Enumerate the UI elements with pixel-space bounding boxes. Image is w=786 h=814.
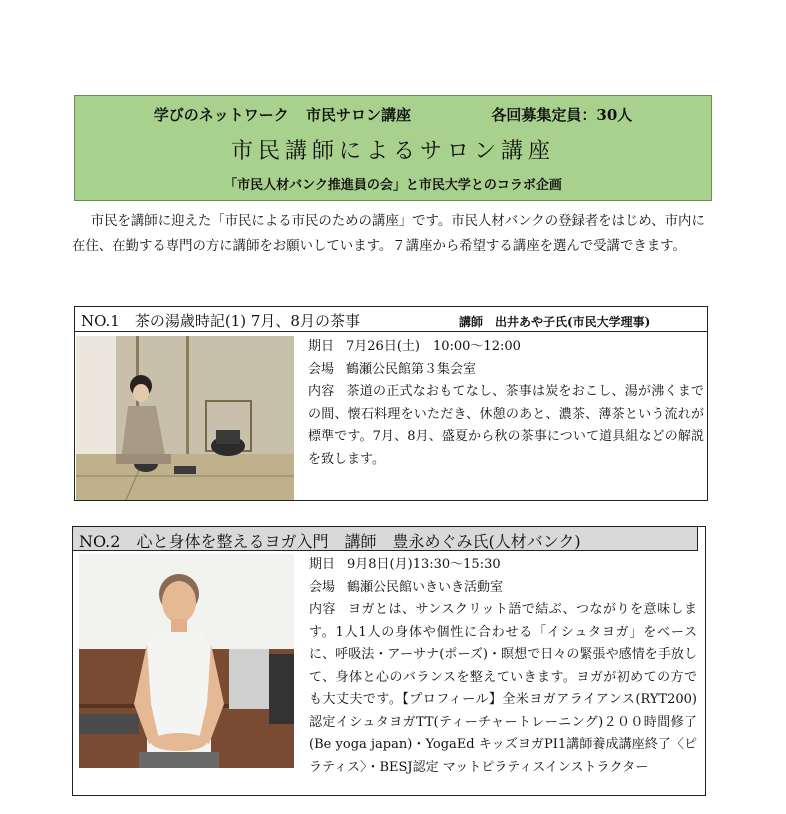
course-details <box>308 336 704 471</box>
page-title: 市民講師によるサロン講座 <box>230 139 555 164</box>
course-content: 茶道の正式なおもてなし、茶事は炭をおこし、湯が沸くまでの間、懐石料理をいただき、休憩のあと、濃茶、薄茶という流れが標準です。7月、8月、盛夏から秋の茶事について道具組などの解説を致します。 <box>308 384 704 467</box>
course-card-2 <box>72 526 706 796</box>
course-venue-row <box>309 577 697 600</box>
course-lecturer: 講師 出井あや子氏(市民大学理事) <box>459 315 651 329</box>
program-name: 市民サロン講座 <box>305 106 411 124</box>
content-label: 内容 <box>309 602 336 617</box>
intro-paragraph: 市民を講師に迎えた「市民による市民のための講座」です。市民人材バンクの登録者をはじめ、市内に在住、在勤する専門の方に講師をお願いしています。７講座から希望する講座を選んで受講できます。 <box>72 214 705 254</box>
course-title: NO.2 心と身体を整えるヨガ入門 講師 豊永めぐみ氏(人材バンク) <box>79 532 581 551</box>
course-date-row <box>309 554 697 577</box>
series-name: 学びのネットワーク <box>153 106 289 124</box>
intro-text <box>72 210 716 259</box>
capacity-text: 各回募集定員：30人 <box>491 106 633 124</box>
course-title: NO.1 茶の湯歳時記(1) 7月、8月の茶事 <box>81 312 360 330</box>
date-label: 期日 <box>309 557 336 572</box>
course-content-row <box>309 599 697 779</box>
collab-caption: 「市民人材バンク推進員の会」と市民大学とのコラボ企画 <box>224 178 562 193</box>
course-content-row <box>308 381 704 471</box>
banner-subtitle-row <box>75 104 711 125</box>
course-header <box>73 527 698 551</box>
course-content: ヨガとは、サンスクリット語で結ぶ、つながりを意味します。1人1人の身体や個性に合わせる「イシュタヨガ」をベースに、呼吸法・アーサナ(ポーズ)・瞑想で日々の緊張や感情を手放して、身体と心のバランスを整えていきます。ヨガが初めての方でも大丈夫です。【プロフィール】全米ヨガアライアンス(RYT200)認定イシュタヨガTT(ティーチャートレーニング)２００時間修了(Be yoga japan)・YogaEd キッズヨガPI1講師養成講座終了〈ピラティス〉・BESJ認定 マットピラティスインストラクター <box>309 602 697 775</box>
course-card-1 <box>74 306 708 501</box>
yoga-instructor-photo <box>79 554 294 768</box>
course-date: 9月8日(月)13:30～15:30 <box>347 557 501 572</box>
date-label: 期日 <box>308 339 335 354</box>
course-date: 7月26日(土) 10:00～12:00 <box>346 339 521 354</box>
course-venue-row <box>308 359 704 382</box>
tea-ceremony-photo <box>76 336 294 500</box>
course-details <box>309 554 697 779</box>
course-date-row <box>308 336 704 359</box>
course-banner <box>74 95 712 201</box>
venue-label: 会場 <box>309 579 336 595</box>
course-venue: 鶴瀬公民館第３集会室 <box>346 361 477 377</box>
content-label: 内容 <box>308 384 335 399</box>
venue-label: 会場 <box>308 361 335 377</box>
course-venue: 鶴瀬公民館いきいき活動室 <box>347 579 504 595</box>
course-header <box>75 307 707 332</box>
